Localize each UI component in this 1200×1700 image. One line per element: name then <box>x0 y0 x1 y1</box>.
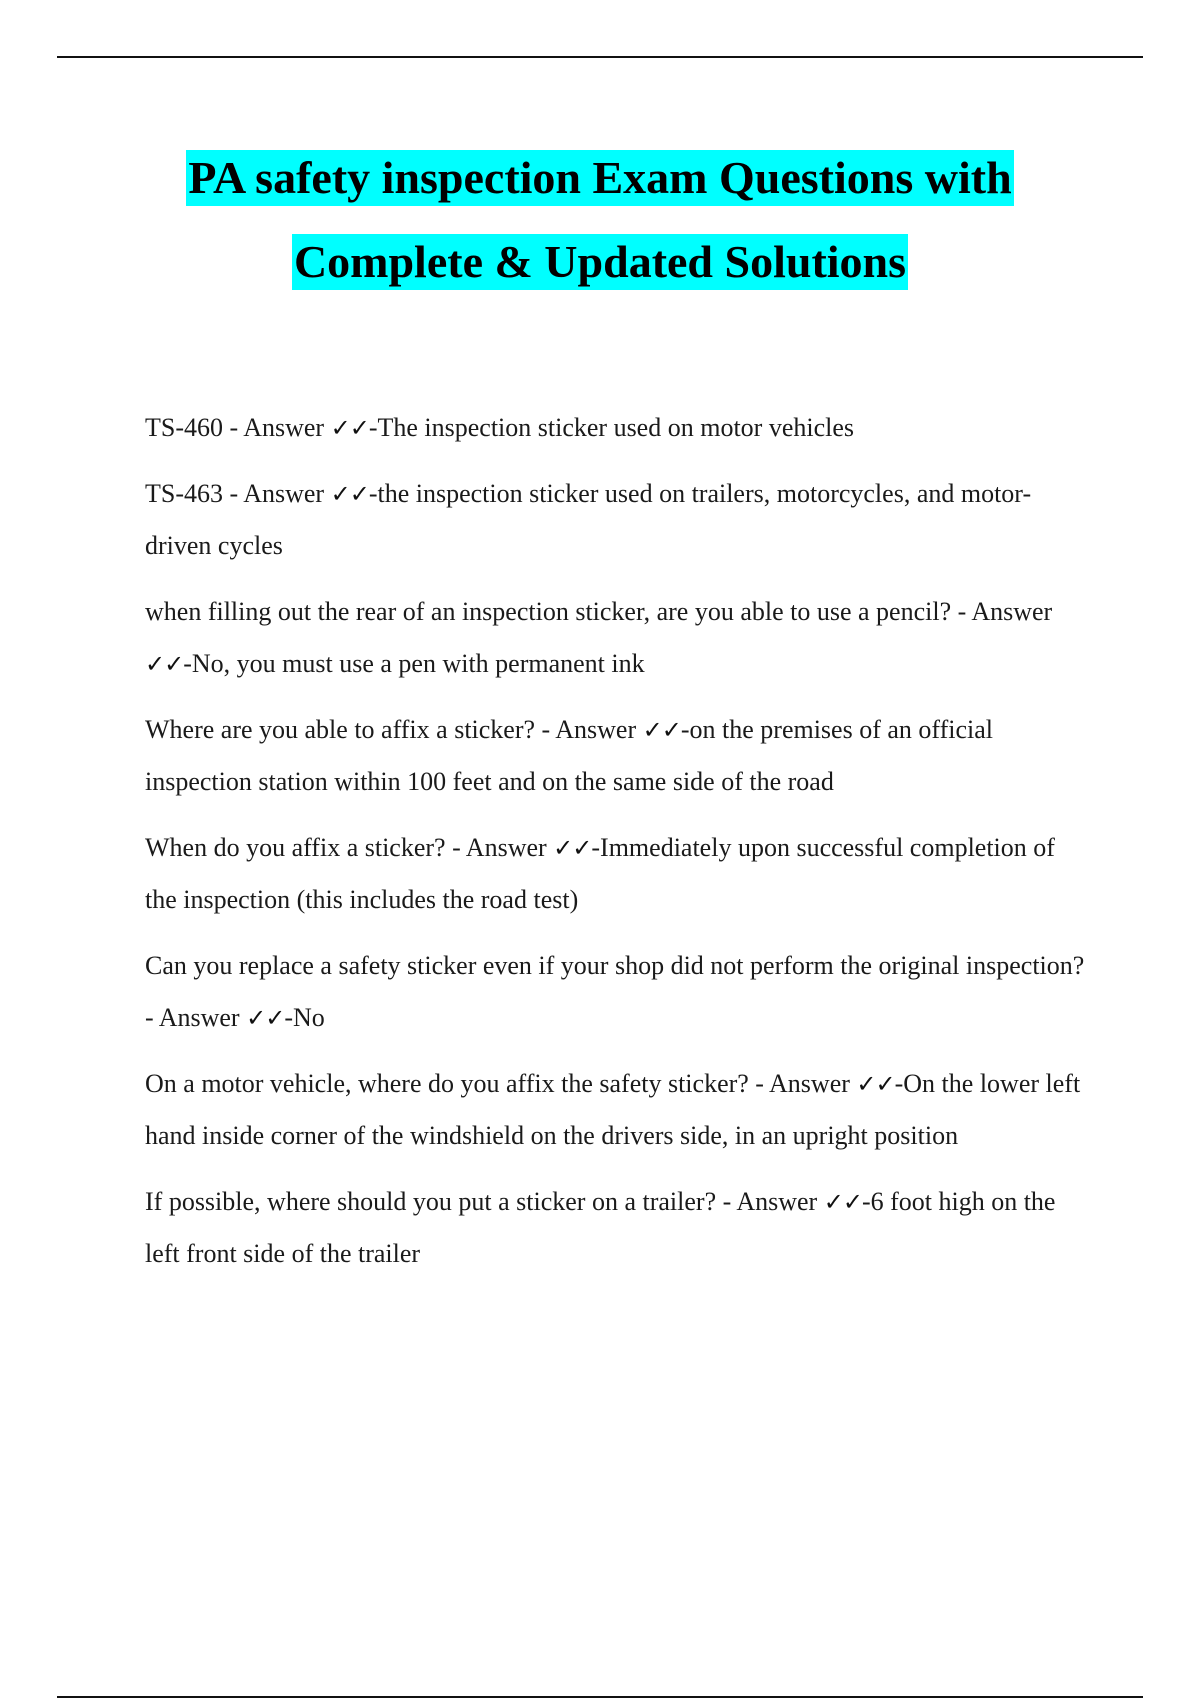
check-icon: ✓✓ <box>330 414 369 442</box>
title-line-1: PA safety inspection Exam Questions with <box>186 150 1013 206</box>
qa-item <box>145 586 1085 690</box>
qa-item <box>145 1058 1085 1162</box>
check-icon: ✓✓ <box>856 1070 895 1098</box>
answer-text: -the inspection sticker used on trailers, motorcycles, and motor-driven cycles <box>145 479 1032 560</box>
answer-text: -on the premises of an official inspection station within 100 feet and on the same side of the road <box>145 715 993 796</box>
qa-list <box>145 402 1085 1294</box>
qa-item <box>145 1176 1085 1280</box>
title-line-2: Complete & Updated Solutions <box>292 234 908 290</box>
qa-item <box>145 704 1085 808</box>
question-text: TS-463 - Answer <box>145 479 331 508</box>
answer-text: -The inspection sticker used on motor vehicles <box>368 413 855 442</box>
qa-item <box>145 468 1085 572</box>
answer-text: -Immediately upon successful completion of the inspection (this includes the road test) <box>145 833 1055 914</box>
answer-text: -6 foot high on the left front side of the trailer <box>145 1187 1056 1268</box>
check-icon: ✓✓ <box>553 834 592 862</box>
answer-text: -No, you must use a pen with permanent ink <box>183 649 645 678</box>
check-icon: ✓✓ <box>642 716 681 744</box>
answer-text: -No <box>284 1003 325 1032</box>
top-rule <box>57 56 1143 58</box>
question-text: TS-460 - Answer <box>145 413 331 442</box>
page-title <box>0 136 1200 304</box>
question-text: If possible, where should you put a sticker on a trailer? - Answer <box>145 1187 824 1216</box>
question-text: Can you replace a safety sticker even if your shop did not perform the original inspection? - Answer <box>145 951 1085 1032</box>
bottom-rule <box>57 1696 1143 1698</box>
question-text: Where are you able to affix a sticker? - Answer <box>145 715 643 744</box>
check-icon: ✓✓ <box>330 480 369 508</box>
qa-item <box>145 402 1085 454</box>
qa-item <box>145 822 1085 926</box>
check-icon: ✓✓ <box>145 650 184 678</box>
qa-item <box>145 940 1085 1044</box>
check-icon: ✓✓ <box>246 1004 285 1032</box>
check-icon: ✓✓ <box>823 1188 862 1216</box>
answer-text: -On the lower left hand inside corner of the windshield on the drivers side, in an upright position <box>145 1069 1081 1150</box>
question-text: when filling out the rear of an inspection sticker, are you able to use a pencil? - Answer <box>145 597 1053 626</box>
question-text: When do you affix a sticker? - Answer <box>145 833 554 862</box>
question-text: On a motor vehicle, where do you affix the safety sticker? - Answer <box>145 1069 857 1098</box>
